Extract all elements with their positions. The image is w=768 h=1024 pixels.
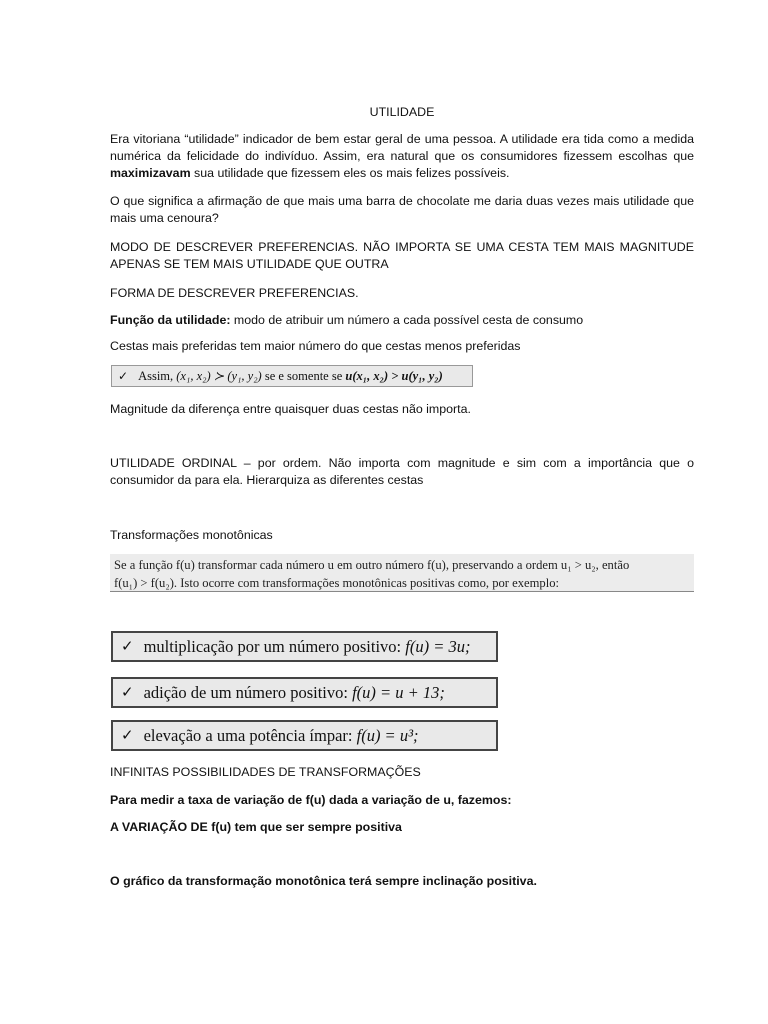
check-icon: ✓: [118, 368, 129, 383]
example-text: elevação a uma potência ímpar:: [143, 726, 353, 745]
example-multiplication: [111, 631, 498, 662]
formula-text: Assim,: [138, 368, 174, 383]
paragraph-taxa-variacao: Para medir a taxa de variação de f(u) dada a variação de u, fazemos:: [110, 793, 512, 807]
image-preference-formula: [111, 365, 473, 387]
paragraph-magnitude: Magnitude da diferença entre quaisquer duas cestas não importa.: [110, 402, 471, 416]
paragraph-forma-descrever: FORMA DE DESCREVER PREFERENCIAS.: [110, 286, 359, 300]
check-icon: ✓: [121, 637, 134, 655]
page-title: UTILIDADE: [369, 105, 435, 119]
check-icon: ✓: [121, 726, 134, 744]
definition-line-1: Se a função f(u) transformar cada número u em outro número f(u), preservando a ordem u₁ > u₂, então: [114, 558, 630, 572]
example-power: [111, 720, 498, 751]
example-text: multiplicação por um número positivo:: [143, 637, 402, 656]
example-formula: f(u) = u³;: [356, 726, 419, 745]
paragraph-funcao-utilidade: [110, 312, 694, 329]
paragraph-text: modo de atribuir um número a cada possível cesta de consumo: [230, 313, 584, 327]
image-transformation-definition: [110, 554, 694, 592]
paragraph-question: O que significa a afirmação de que mais uma barra de chocolate me daria duas vezes mais utilidade que mais uma cenoura?: [110, 194, 694, 225]
paragraph-transformacoes-heading: Transformações monotônicas: [110, 528, 273, 542]
paragraph-text: Era vitoriana “utilidade” indicador de bem estar geral de uma pessoa. A utilidade era tida como a medida numérica da felicidade do indivíduo. Assim, era natural que os consumidores fizessem escolhas que: [110, 132, 694, 163]
bold-term: maximizavam: [110, 166, 191, 180]
paragraph-modo-descrever: MODO DE DESCREVER PREFERENCIAS. NÃO IMPORTA SE UMA CESTA TEM MAIS MAGNITUDE APENAS SE TEM MAIS UTILIDADE QUE OUTRA: [110, 240, 694, 271]
paragraph-utilidade-ordinal: UTILIDADE ORDINAL – por ordem. Não importa com magnitude e sim com a importância que o consumidor da para ela. Hierarquiza as diferentes cestas: [110, 456, 694, 487]
example-addition: [111, 677, 498, 708]
formula-preference: (x₁, x₂) ≻ (y₁, y₂): [176, 368, 262, 383]
formula-text: se e somente se: [264, 368, 343, 383]
formula-utility: u(x₁, x₂) > u(y₁, y₂): [345, 368, 443, 383]
paragraph-grafico: O gráfico da transformação monotônica terá sempre inclinação positiva.: [110, 874, 537, 888]
paragraph-variacao-positiva: A VARIAÇÃO DE f(u) tem que ser sempre positiva: [110, 820, 402, 834]
example-formula: f(u) = 3u;: [405, 637, 471, 656]
paragraph-era-vitoriana: [110, 131, 694, 182]
definition-line-2: f(u₁) > f(u₂). Isto ocorre com transformações monotônicas positivas como, por exemplo:: [114, 576, 559, 590]
paragraph-text: sua utilidade que fizessem eles os mais felizes possíveis.: [190, 166, 510, 180]
check-icon: ✓: [121, 683, 134, 701]
bold-term: Função da utilidade:: [110, 313, 231, 327]
example-text: adição de um número positivo:: [143, 683, 348, 702]
paragraph-cestas: Cestas mais preferidas tem maior número do que cestas menos preferidas: [110, 339, 521, 353]
example-formula: f(u) = u + 13;: [352, 683, 445, 702]
paragraph-infinitas: INFINITAS POSSIBILIDADES DE TRANSFORMAÇÕES: [110, 765, 421, 779]
